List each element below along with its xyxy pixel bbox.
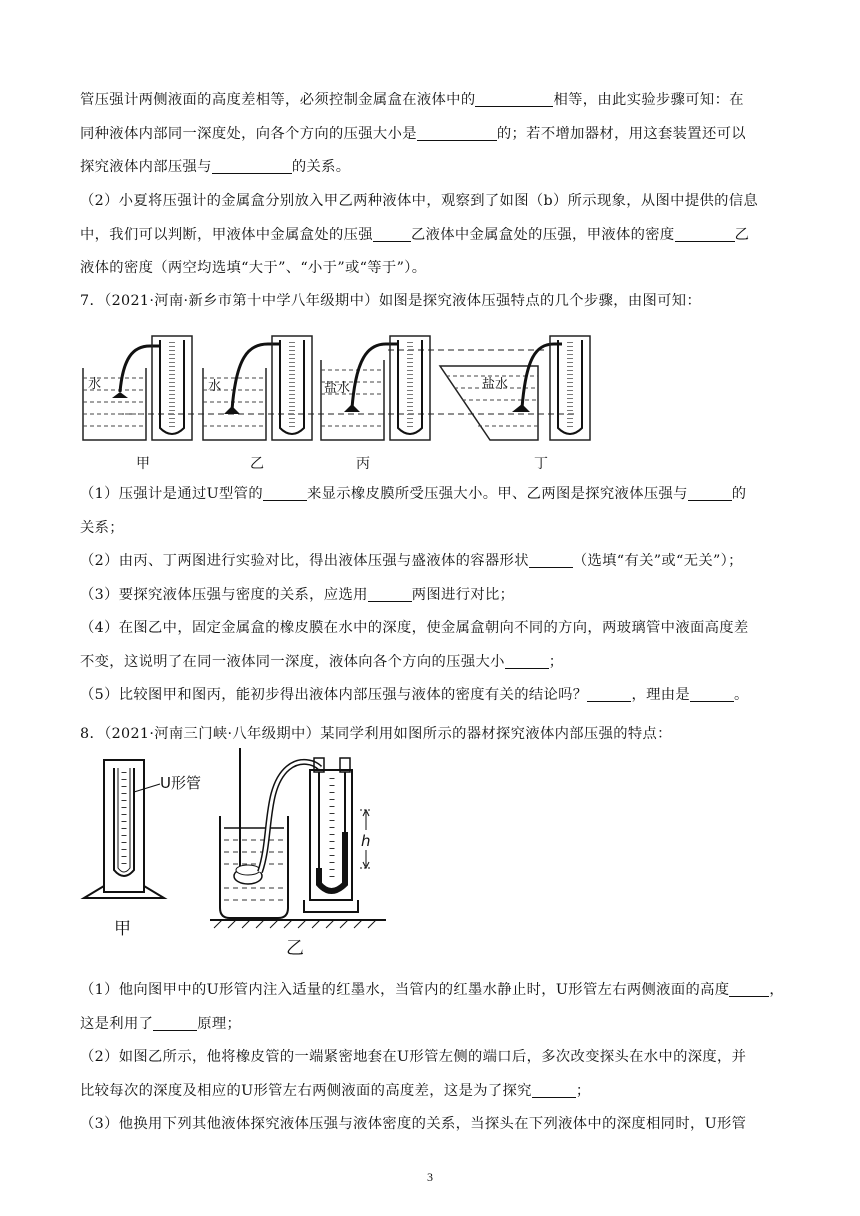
answer-blank[interactable]	[587, 687, 631, 702]
liquid-label: 水	[88, 377, 102, 392]
apparatus-ding	[440, 336, 590, 472]
q8-sub2-line2: 比较每次的深度及相应的U形管左右两侧液面的高度差，这是为了探究 ；	[80, 1082, 591, 1099]
q6-part2-text	[80, 185, 780, 286]
q8-subquestions	[80, 974, 785, 1142]
q6-part2-line1: （2）小夏将压强计的金属盒分别放入甲乙两种液体中，观察到了如图（b）所示现象，从图中提供的信息	[80, 193, 759, 209]
utube-label: U形管	[160, 774, 201, 792]
page-number: 3	[427, 1170, 433, 1184]
answer-blank[interactable]	[153, 1016, 197, 1031]
liquid-label: 盐水	[324, 381, 351, 396]
q8-sub2-line1: （2）如图乙所示，他将橡皮管的一端紧密地套在U形管左侧的端口后，多次改变探头在水中的深度，并	[80, 1049, 747, 1065]
answer-blank[interactable]	[729, 982, 769, 997]
q7-sub1-line2: 关系；	[80, 519, 124, 536]
answer-blank[interactable]	[417, 126, 497, 141]
q7-sub4-line2: 不变，这说明了在同一液体同一深度，液体向各个方向的压强大小 ；	[80, 653, 564, 670]
q7-sub3: （3）要探究液体压强与密度的关系，应选用 两图进行对比；	[80, 586, 515, 603]
answer-blank[interactable]	[373, 227, 411, 242]
q8-sub3-line1: （3）他换用下列其他液体探究液体压强与液体密度的关系，当探头在下列液体中的深度相同时，U形管	[80, 1116, 747, 1132]
q7-subquestions	[80, 478, 780, 713]
figure-label-jia: 甲	[136, 456, 150, 472]
q6-part2-line3: 液体的密度（两空均选填“大于”、“小于”或“等于”）。	[80, 260, 427, 276]
q6-line1: 管压强计两侧液面的高度差相等，必须控制金属盒在液体中的 相等，由此实验步骤可知：在	[80, 92, 744, 108]
q6-line2: 同种液体内部同一深度处，向各个方向的压强大小是 的；若不增加器材，用这套装置还可以	[80, 125, 746, 142]
answer-blank[interactable]	[675, 227, 735, 242]
height-difference-label: h	[361, 832, 371, 850]
figure-label-jia: 甲	[114, 919, 131, 939]
q7-sub2: （2）由丙、丁两图进行实验对比，得出液体压强与盛液体的容器形状 （选填“有关”或“无关”）；	[80, 553, 743, 569]
q7-stem: 7．（2021·河南·新乡市第十中学八年级期中）如图是探究液体压强特点的几个步骤，由图可知：	[80, 293, 702, 309]
liquid-label: 水	[208, 379, 222, 394]
apparatus-jia	[83, 336, 192, 472]
q6-part2-line2: 中，我们可以判断，甲液体中金属盒处的压强 乙液体中金属盒处的压强，甲液体的密度 乙	[80, 226, 750, 243]
q7-sub1-line1: （1）压强计是通过U型管的 来显示橡皮膜所受压强大小。甲、乙两图是探究液体压强与 的	[80, 486, 747, 502]
q7-sub5: （5）比较图甲和图丙，能初步得出液体内部压强与液体的密度有关的结论吗？ ，理由是 。	[80, 687, 749, 703]
answer-blank[interactable]	[690, 687, 734, 702]
answer-blank[interactable]	[263, 486, 307, 501]
answer-blank[interactable]	[532, 1083, 576, 1098]
q8-figure	[78, 748, 408, 966]
answer-blank[interactable]	[529, 553, 573, 568]
q6-line3: 探究液体内部压强与 的关系。	[80, 159, 351, 175]
answer-blank[interactable]	[505, 654, 549, 669]
answer-blank[interactable]	[475, 92, 553, 107]
q8-sub1-line2: 这是利用了 原理；	[80, 1015, 242, 1032]
figure-label-bing: 丙	[356, 456, 370, 472]
q7-sub4-line1: （4）在图乙中，固定金属盒的橡皮膜在水中的深度，使金属盒朝向不同的方向，两玻璃管中液面高度差	[80, 620, 749, 636]
apparatus-yi	[203, 336, 312, 472]
answer-blank[interactable]	[368, 587, 412, 602]
answer-blank[interactable]	[212, 159, 292, 174]
apparatus-bing	[321, 336, 430, 472]
q8-stem: 8．（2021·河南三门峡·八年级期中）某同学利用如图所示的器材探究液体内部压强的特点：	[80, 726, 672, 742]
figure-label-ding: 丁	[534, 456, 548, 472]
answer-blank[interactable]	[688, 486, 732, 501]
apparatus-yi	[210, 748, 386, 959]
utube-jia	[84, 760, 201, 939]
figure-label-yi: 乙	[286, 938, 304, 959]
q6-part1-text	[80, 84, 780, 185]
figure-label-yi: 乙	[250, 456, 264, 472]
q7-figure	[78, 318, 608, 478]
liquid-label: 盐水	[482, 377, 509, 392]
q8-sub1-line1: （1）他向图甲中的U形管内注入适量的红墨水，当管内的红墨水静止时，U形管左右两侧液面的高度 ，	[80, 982, 785, 998]
